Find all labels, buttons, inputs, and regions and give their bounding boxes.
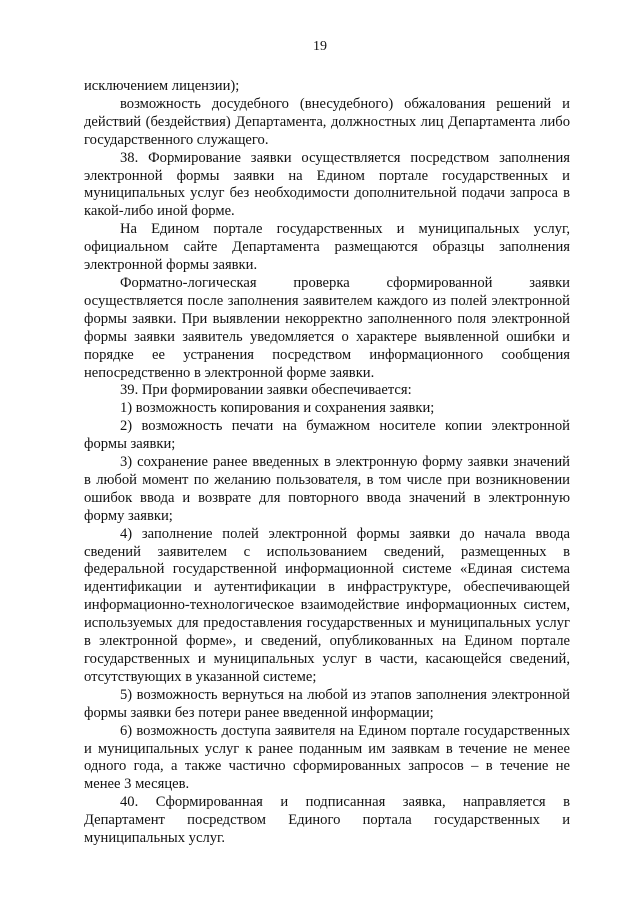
paragraph: Форматно-логическая проверка сформированной заявки осуществляется после заполнения заявителем каждого из полей электронной формы заявки. При выявлении некорректно заполненного поля электронной формы заявки заявитель уведомляется о характере выявленной ошибки и порядке ее устранения посредством информационного сообщения непосредственно в электронной форме заявки. <box>84 274 570 381</box>
paragraph: 39. При формировании заявки обеспечивается: <box>120 382 412 399</box>
paragraph: возможность досудебного (внесудебного) обжалования решений и действий (бездействия) Департамента, должностных лиц Департамента либо государственного служащего. <box>84 95 570 148</box>
paragraph: исключением лицензии); <box>84 78 240 94</box>
body-text <box>84 78 570 848</box>
paragraph: 40. Сформированная и подписанная заявка, направляется в Департамент посредством Единого портала государственных и муниципальных услуг. <box>84 794 570 847</box>
list-item: 3) сохранение ранее введенных в электронную форму заявки значений в любой момент по желанию пользователя, в том числе при возникновении ошибок ввода и возврате для повторного ввода значений в электронную форму заявки; <box>84 454 570 524</box>
list-item: 2) возможность печати на бумажном носителе копии электронной формы заявки; <box>84 418 570 453</box>
paragraph: На Едином портале государственных и муниципальных услуг, официальном сайте Департамента размещаются образцы заполнения электронной формы заявки. <box>84 221 570 274</box>
list-item: 6) возможность доступа заявителя на Едином портале государственных и муниципальных услуг к ранее поданным им заявкам в течение не менее одного года, а также частично сформированных запросов – в течение не менее 3 месяцев. <box>84 722 570 793</box>
list-item: 5) возможность вернуться на любой из этапов заполнения электронной формы заявки без потери ранее введенной информации; <box>84 686 570 721</box>
paragraph: 38. Формирование заявки осуществляется посредством заполнения электронной формы заявки на Едином портале государственных и муниципальных услуг без необходимости дополнительной подачи запроса в какой-либо иной форме. <box>84 149 570 220</box>
page-number: 19 <box>313 39 327 54</box>
list-item: 4) заполнение полей электронной формы заявки до начала ввода сведений заявителем с использованием сведений, размещенных в федеральной государственной информационной системе «Единая система идентификации и аутентификации в инфраструктуре, обеспечивающей информационно-технологическое взаимодействие информационных систем, используемых для предоставления государственных и муниципальных услуг в электронной форме», и сведений, опубликованных на Едином портале государственных и муниципальных услуг в части, касающейся сведений, отсутствующих в указанной системе; <box>84 525 570 685</box>
list-item: 1) возможность копирования и сохранения заявки; <box>120 400 435 417</box>
